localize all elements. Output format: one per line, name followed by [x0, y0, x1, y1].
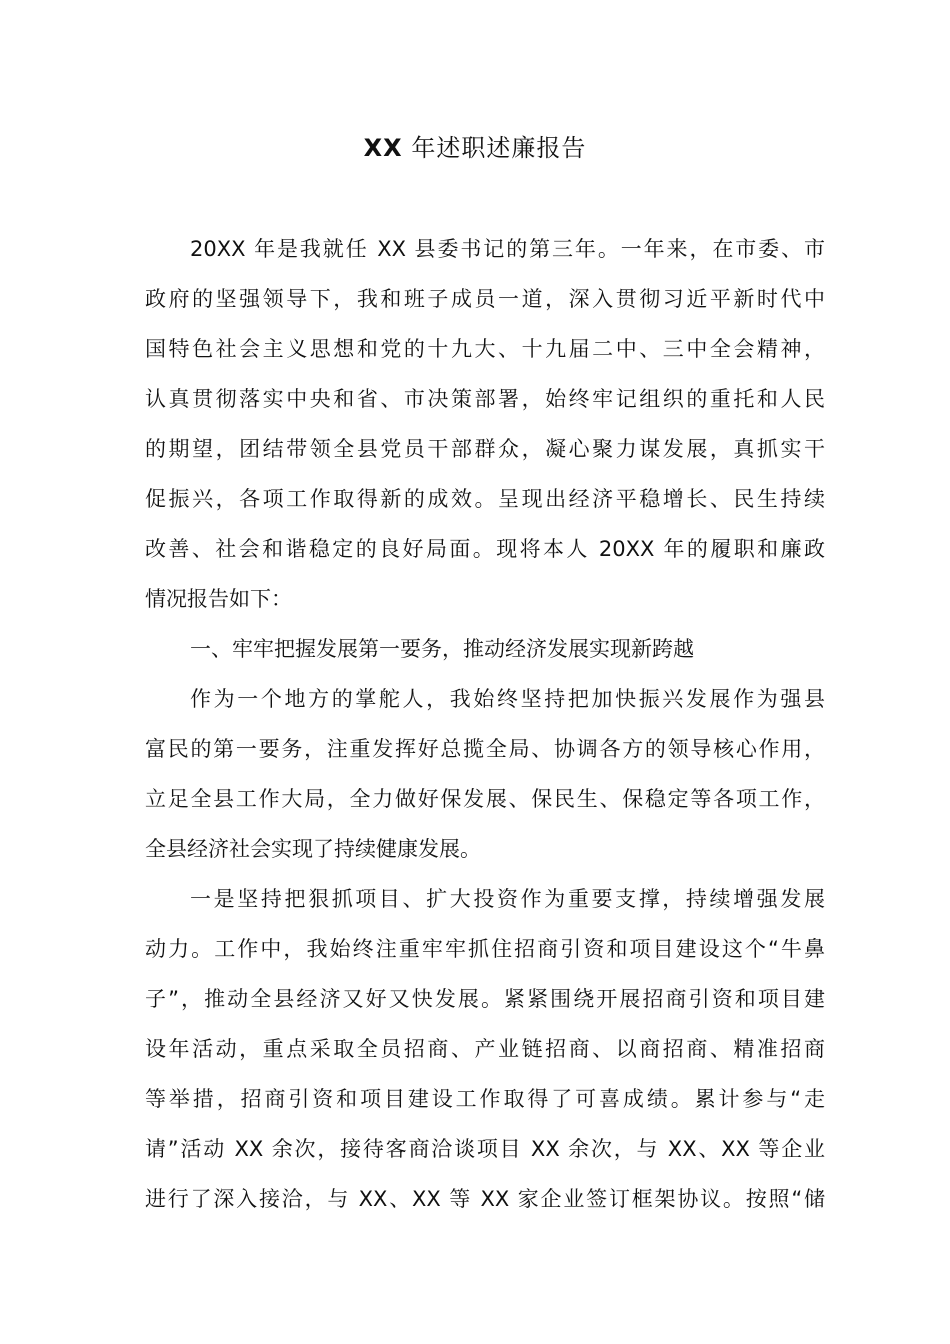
- paragraph-line: 情况报告如下：: [145, 587, 292, 611]
- paragraph-line: 认真贯彻落实中央和省、市决策部署，始终牢记组织的重托和人民: [145, 387, 825, 411]
- document-title: [0, 128, 950, 168]
- paragraph-line: 子”，推动全县经济又好又快发展。紧紧围绕开展招商引资和项目建: [145, 987, 825, 1011]
- paragraph-line: 等举措，招商引资和项目建设工作取得了可喜成绩。累计参与“走: [145, 1087, 825, 1111]
- paragraph-line: 20XX 年是我就任 XX 县委书记的第三年。一年来，在市委、市: [190, 237, 825, 261]
- paragraph-line: 作为一个地方的掌舵人，我始终坚持把加快振兴发展作为强县: [190, 687, 825, 711]
- section-heading: 一、牢牢把握发展第一要务，推动经济发展实现新跨越: [190, 637, 694, 661]
- paragraph-line: 改善、社会和谐稳定的良好局面。现将本人 20XX 年的履职和廉政: [145, 537, 825, 561]
- paragraph-line: 的期望，团结带领全县党员干部群众，凝心聚力谋发展，真抓实干: [145, 437, 825, 461]
- title-prefix: XX: [363, 134, 403, 162]
- paragraph-line: 立足全县工作大局，全力做好保发展、保民生、保稳定等各项工作，: [145, 787, 825, 811]
- paragraph-line: 政府的坚强领导下，我和班子成员一道，深入贯彻习近平新时代中: [145, 287, 825, 311]
- paragraph-line: 促振兴，各项工作取得新的成效。呈现出经济平稳增长、民生持续: [145, 487, 825, 511]
- paragraph-line: 进行了深入接洽，与 XX、XX 等 XX 家企业签订框架协议。按照“储: [145, 1187, 825, 1211]
- paragraph-line: 富民的第一要务，注重发挥好总揽全局、协调各方的领导核心作用，: [145, 737, 825, 761]
- paragraph-line: 全县经济社会实现了持续健康发展。: [145, 837, 481, 861]
- title-text: 年述职述廉报告: [411, 134, 587, 162]
- paragraph-line: 国特色社会主义思想和党的十九大、十九届二中、三中全会精神，: [145, 337, 825, 361]
- paragraph-line: 请”活动 XX 余次，接待客商洽谈项目 XX 余次，与 XX、XX 等企业: [145, 1137, 825, 1161]
- paragraph-line: 动力。工作中，我始终注重牢牢抓住招商引资和项目建设这个“牛鼻: [145, 937, 825, 961]
- paragraph-line: 一是坚持把狠抓项目、扩大投资作为重要支撑，持续增强发展: [190, 887, 825, 911]
- paragraph-line: 设年活动，重点采取全员招商、产业链招商、以商招商、精准招商: [145, 1037, 825, 1061]
